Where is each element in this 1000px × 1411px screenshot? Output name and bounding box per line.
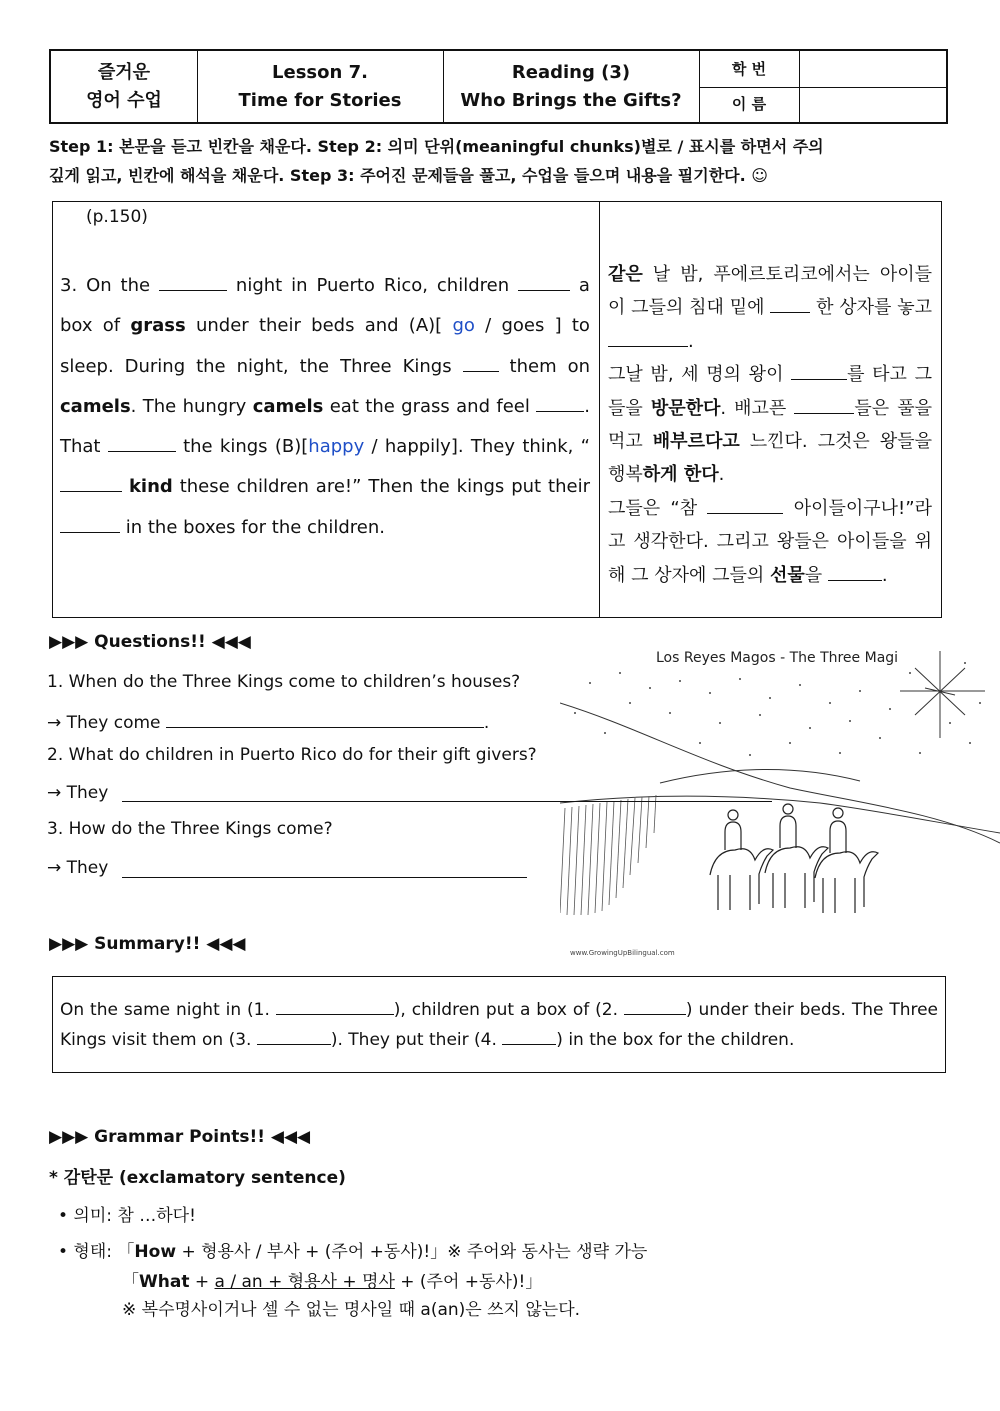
kor-text: 들은 풀을 먹고 [608, 397, 932, 453]
summary-text [60, 995, 938, 1055]
kor-bold: 방문한다 [650, 397, 721, 419]
lesson-line1: Lesson 7. [272, 61, 368, 83]
answer-1 [47, 709, 489, 733]
page-reference: (p.150) [86, 207, 148, 227]
questions-heading: ▶▶▶ Questions!! ◀◀◀ [49, 632, 251, 652]
blank-kor-camel[interactable] [791, 361, 847, 380]
three-magi-illustration [560, 643, 1000, 957]
kor-text: . [688, 330, 694, 352]
answer-3-blank[interactable] [122, 877, 527, 878]
eng-text: under their beds and (A)[ [195, 315, 443, 337]
entry-cell [799, 51, 946, 122]
kor-text: 그날 밤, 세 명의 왕이 [608, 364, 784, 386]
blank-kor-grass[interactable] [770, 294, 810, 313]
korean-translation [608, 258, 932, 592]
blank-put[interactable] [518, 272, 570, 291]
summary-text-part: ), children put a box of (2. [393, 1000, 619, 1020]
grammar-heading: ▶▶▶ Grammar Points!! ◀◀◀ [49, 1127, 311, 1147]
grammar-meaning: • 의미: 참 …하다! [58, 1206, 196, 1226]
question-3: 3. How do the Three Kings come? [47, 819, 333, 839]
answer-1-prefix: → They come [47, 713, 161, 733]
summary-text-part: ). They put their (4. [330, 1030, 497, 1050]
kor-bold: 하게 한다 [642, 464, 719, 486]
blank-same[interactable] [159, 272, 227, 291]
blank-kor-put[interactable] [828, 562, 882, 581]
answer-3 [47, 858, 108, 878]
eng-text: eat the grass and feel [329, 395, 530, 417]
choice-happy: happy [308, 436, 365, 458]
label-cell [699, 51, 800, 122]
summary-heading: ▶▶▶ Summary!! ◀◀◀ [49, 934, 246, 954]
answer-2 [47, 783, 108, 803]
summary-blank-1[interactable] [276, 996, 394, 1015]
name-label: 이 름 [731, 95, 767, 114]
eng-text: the kings (B)[ [183, 436, 309, 458]
course-line1: 즐거운 [97, 61, 151, 83]
course-cell [51, 51, 198, 122]
header-table [49, 49, 948, 124]
instructions [49, 132, 959, 190]
eng-bold-camels: camels [252, 395, 324, 417]
kor-text: . 배고픈 [720, 397, 787, 419]
kor-text: . [881, 564, 888, 586]
eng-text: / happily]. [371, 436, 464, 458]
kor-text: 를 타고 그들을 [608, 364, 932, 419]
answer-2-prefix: → They [47, 783, 109, 803]
eng-text: They think, “ [470, 436, 590, 458]
eng-text: them on [509, 355, 590, 377]
blank-visit[interactable] [463, 353, 499, 372]
eng-text: night in Puerto Rico, children [235, 275, 510, 296]
question-1: 1. When do the Three Kings come to children’s houses? [47, 672, 521, 692]
lesson-line2: Time for Stories [238, 89, 402, 111]
kor-text: 한 상자를 놓고 [816, 297, 932, 319]
kor-bold: 선물 [770, 564, 805, 586]
illustration-caption: Los Reyes Magos - The Three Magi [656, 650, 899, 666]
reading-line2: Who Brings the Gifts? [460, 89, 682, 111]
student-no-label: 학 번 [699, 51, 799, 88]
grammar-text: 「 [122, 1272, 139, 1292]
kor-text: 을 [804, 564, 823, 586]
desert-scene-image [560, 643, 1000, 933]
stars [574, 662, 981, 756]
blank-kor-camels[interactable] [794, 395, 854, 414]
summary-text-part: ) in the box for the children. [556, 1030, 795, 1050]
kor-bold: 같은 [608, 264, 643, 285]
eng-text: 3. On the [60, 275, 151, 296]
student-no-field[interactable] [799, 51, 946, 88]
dune-hatching [560, 795, 656, 915]
reading-cell [443, 51, 700, 122]
answer-2-blank[interactable] [122, 801, 772, 802]
grammar-note: ※ 복수명사이거나 셀 수 없는 명사일 때 a(an)은 쓰지 않는다. [122, 1300, 581, 1320]
reading-line1: Reading (3) [511, 61, 631, 83]
summary-blank-3[interactable] [257, 1026, 331, 1045]
blank-kor-kind[interactable] [707, 495, 783, 514]
summary-text-part: ) under their beds. The Three Kings visit them on (3. [60, 1000, 939, 1050]
eng-text: in the boxes for the children. [125, 516, 385, 538]
grammar-a-an: a / an + 형용사 + 명사 [214, 1272, 395, 1292]
eng-text: / goes ] [485, 315, 562, 337]
kor-text: 그들은 “참 [608, 497, 698, 519]
course-line2: 영어 수업 [86, 89, 162, 111]
kor-bold: 배부르다고 [652, 431, 740, 453]
answer-1-suffix: . [483, 713, 490, 733]
grammar-text: • 형태: 「 [58, 1242, 135, 1262]
grammar-text: + 형용사 / 부사 + (주어 +동사)!」※ 주어와 동사는 생략 가능 [181, 1242, 648, 1262]
grammar-how: How [134, 1242, 177, 1262]
lesson-cell [197, 51, 444, 122]
steps-line1: Step 1: 본문을 듣고 빈칸을 채운다. Step 2: 의미 단위(meaningful chunks)별로 / 표시를 하면서 주의 [49, 137, 824, 156]
eng-text: to sleep. During the night, the Three Kings [60, 315, 590, 377]
kor-text: 날 밤, 푸에르토리코에서는 아이들이 그들의 침대 밑에 [608, 264, 932, 319]
camel-caravan [710, 804, 878, 913]
eng-bold-grass: grass [130, 315, 186, 337]
summary-text-part: On the same night in (1. [60, 1000, 270, 1020]
choice-go: go [452, 315, 475, 337]
star-of-bethlehem [900, 651, 985, 738]
summary-blank-2[interactable] [624, 996, 686, 1015]
grammar-what: What [139, 1272, 190, 1292]
grammar-text: + [194, 1272, 210, 1292]
reading-divider [599, 202, 600, 617]
blank-makes[interactable] [108, 433, 176, 452]
question-2: 2. What do children in Puerto Rico do for their gift givers? [47, 745, 537, 765]
illustration-credit: www.GrowingUpBilingual.com [570, 949, 675, 957]
kor-text: 아이들이구나!”라고 생각한다. 그리고 왕들은 아이들을 위해 그 상자에 그들의 [608, 497, 932, 586]
blank-full[interactable] [536, 393, 584, 412]
blank-gifts[interactable] [60, 514, 120, 533]
answer-1-blank[interactable] [166, 709, 484, 728]
kor-text: . [718, 464, 725, 486]
grammar-form-what [122, 1267, 542, 1292]
answer-3-prefix: → They [47, 858, 109, 878]
english-passage [60, 266, 590, 548]
summary-blank-4[interactable] [502, 1026, 556, 1045]
blank-how[interactable] [60, 473, 122, 492]
grammar-title: * 감탄문 (exclamatory sentence) [49, 1168, 346, 1188]
eng-bold-camels: camels [60, 395, 131, 417]
eng-text: . The hungry [130, 395, 247, 417]
grammar-text: + (주어 +동사)!」 [400, 1272, 543, 1292]
eng-bold-kind: kind [128, 476, 173, 498]
steps-line2: 깊게 읽고, 빈칸에 해석을 채운다. Step 3: 주어진 문제들을 풀고, 수업을 들으며 내용을 필기한다. ☺ [49, 166, 768, 185]
eng-text: these children are!” Then the kings put their [179, 476, 590, 498]
name-field[interactable] [799, 87, 946, 123]
grammar-form-how [58, 1237, 647, 1262]
eng-text: . That [60, 395, 590, 458]
kor-text: 느낀다. 그것은 왕들을 행복 [608, 431, 932, 486]
blank-kor-sleep[interactable] [608, 328, 688, 347]
eng-text: a box of [60, 275, 590, 337]
